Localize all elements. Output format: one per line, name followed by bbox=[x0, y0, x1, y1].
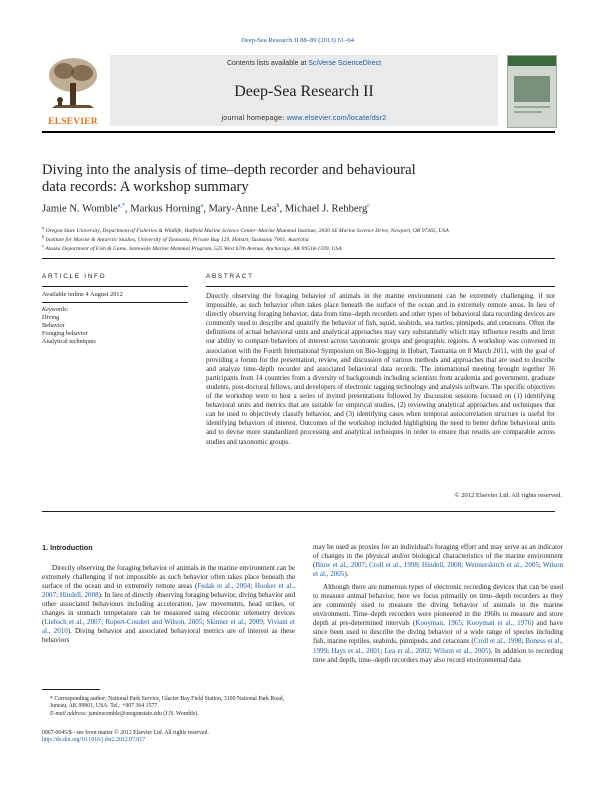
affiliation-marker: a bbox=[42, 225, 45, 230]
text-run: ). In addition to recording time and depth, time–depth recorders may also record environmental data bbox=[313, 646, 563, 664]
publisher-wordmark: ELSEVIER bbox=[48, 117, 98, 127]
contents-prefix: Contents lists available at bbox=[226, 60, 309, 67]
text-run: ; bbox=[56, 591, 60, 600]
email-address[interactable]: jamiewomble@oregonstate.edu (J.N. Womble). bbox=[86, 710, 199, 717]
text-run: ). Diving behavior and associated behavioral metrics are of interest as these behaviors bbox=[42, 627, 295, 645]
citation-link[interactable]: Hooker et al., 2007 bbox=[42, 582, 295, 600]
citation-link[interactable]: Boness et al., 1999 bbox=[313, 637, 564, 655]
affiliation-text: Oregon State University, Department of Fisheries & Wildlife, Hatfield Marine Science Center–Marine Mammal Institute, 2030 SE Marine Science Drive, Newport, OR 97365, USA bbox=[45, 227, 449, 234]
affiliation-text: Institute for Marine & Antarctic Studies, University of Tasmania, Private Bag 129, Hobart, Tasmania 7001, Australia bbox=[45, 236, 309, 243]
affiliation-marker: b bbox=[42, 234, 45, 239]
abstract-rule bbox=[206, 286, 555, 287]
citation-link[interactable]: Fedak et al., 2004 bbox=[197, 582, 251, 591]
journal-citation[interactable]: Deep-Sea Research II 88–89 (2013) 61–64 bbox=[241, 37, 354, 44]
footnote-rule bbox=[42, 689, 100, 690]
body-column-right bbox=[313, 543, 563, 665]
abstract-bottom-rule bbox=[42, 511, 555, 512]
text-run: ; bbox=[262, 618, 267, 627]
keywords-rule bbox=[42, 302, 188, 303]
author-name[interactable]: Markus Horning bbox=[130, 203, 201, 215]
text-run: ; bbox=[417, 561, 423, 570]
issn-block bbox=[42, 730, 295, 745]
citation-link[interactable]: Hindell, 2008 bbox=[59, 591, 99, 600]
article-info-rule bbox=[42, 286, 188, 287]
journal-cover-thumbnail bbox=[507, 55, 557, 128]
author-separator: , bbox=[124, 203, 131, 215]
contents-line bbox=[110, 60, 498, 67]
article-title bbox=[42, 162, 482, 196]
citation-link[interactable]: Hays et al., 2001 bbox=[331, 646, 381, 655]
author-separator: , bbox=[203, 203, 209, 215]
body-column-left bbox=[42, 564, 295, 645]
journal-title: Deep-Sea Research II bbox=[234, 83, 374, 100]
text-run: ; bbox=[461, 561, 466, 570]
text-run: ; bbox=[364, 561, 370, 570]
citation-link[interactable]: Viviant et al., 2010 bbox=[42, 618, 296, 636]
affiliation bbox=[42, 242, 582, 253]
text-run: ; bbox=[461, 619, 467, 628]
citation-link[interactable]: Ropert-Coudert and Wilson, 2005 bbox=[105, 618, 203, 627]
abstract-text: Directly observing the foraging behavior of animals in the marine environment can be extremely challenging, if not impossible, as such behavior often takes place beneath the surface of the ocean and in extremely remote areas. In lieu of directly observing foraging behavior, data from time–depth recorders and other types of behavioral data recording devices are commonly used to describe and quantify the behavior of fish, squid, seabirds, sea turtles, pinnipeds, and cetaceans. Often the definitions of actual behavioral units and analytical approaches may vary substantially which may influence results and limit our ability to compare behaviors of interest across taxonomic groups and geographic regions. A workshop was convened in association with the Fourth International Symposium on Bio-logging in Hobart, Tasmania on 8 March 2011, with the goal of providing a forum for the presentation, review, and discussion of various methods and approaches that are used to describe and analyze time–depth recorder and associated behavioral data records. The international meeting brought together 36 participants from 14 countries from a diversity of backgrounds including scientists from academia and government, graduate students, post-doctoral fellows, and developers of electronic tagging technology and analysis software. The specific objectives of the workshop were to host a series of invited presentations followed by discussion sessions focused on (1) identifying behavioral units and metrics that are suitable for empirical studies, (2) reviewing analytical approaches and techniques that can be used to objectively classify behavior, and (3) identifying cases when temporal autocorrelation structure is useful for identifying behaviors of interest. Outcomes of the workshop included highlighting the need to better define behavioral units and to devise more standardized processing and analytical techniques in order to ensure that results are comparable across studies and taxonomic groups. bbox=[206, 293, 555, 446]
author-name[interactable]: Mary-Anne Lea bbox=[208, 203, 277, 215]
citation-link[interactable]: Liebsch et al., 2007 bbox=[44, 618, 102, 627]
affiliation-text: Alaska Department of Fish & Game, Statewide Marine Mammal Program, 525 West 67th Avenue, Anchorage, AK 99518-1599, USA bbox=[45, 245, 342, 252]
author-affiliation-marker[interactable]: c bbox=[367, 203, 370, 209]
keyword: Foraging behavior bbox=[42, 330, 88, 337]
text-run: ; bbox=[250, 582, 255, 591]
homepage-link[interactable]: www.elsevier.com/locate/dsr2 bbox=[286, 113, 387, 122]
text-run: Although there are numerous types of electronic recording devices that can be used to measure animal behavior, here we focus primarily on time–depth recorders as they are commonly used to measure the diving behavior of animals in the marine environment. Time–depth recorders were pioneered in the 1960s to measure and store depth at pre-determined intervals ( bbox=[313, 583, 563, 628]
email-label: E-mail address: bbox=[50, 710, 87, 717]
journal-homepage bbox=[110, 113, 498, 122]
email-note bbox=[42, 711, 295, 718]
text-run: ; bbox=[380, 646, 385, 655]
article-title-line1: Diving into the analysis of time–depth recorder and behavioural bbox=[42, 162, 416, 178]
copyright-notice: © 2012 Elsevier Ltd. All rights reserved. bbox=[454, 492, 562, 499]
citation-link[interactable]: Kooyman, 1965 bbox=[415, 619, 462, 628]
author-list bbox=[42, 203, 555, 215]
text-run: ; bbox=[521, 637, 526, 646]
paragraph bbox=[313, 543, 563, 579]
citation-link[interactable]: Croll et al., 1998 bbox=[369, 561, 418, 570]
paragraph bbox=[42, 564, 295, 645]
text-run: may be used as proxies for an individual's foraging effort and may serve as an indicator of changes in the physical and/or biological characteristics of the marine environment ( bbox=[313, 543, 563, 570]
corresponding-author-note: * Corresponding author: National Park Service, Glacier Bay Field Station, 3100 National Park Road, Juneau, AK 99801, USA. Tel.: +907 364 1577. bbox=[50, 696, 285, 710]
text-run: ) and have since been used to describe the diving behavior of a wide range of species including fish, marine reptiles, seabirds, pinnipeds, and cetaceans ( bbox=[313, 619, 563, 646]
author-name[interactable]: Jamie N. Womble bbox=[42, 203, 118, 215]
homepage-prefix: journal homepage: bbox=[221, 113, 287, 122]
author-name[interactable]: Michael J. Rehberg bbox=[284, 203, 368, 215]
author-affiliation-marker[interactable]: a,* bbox=[117, 203, 125, 209]
text-run: ; bbox=[538, 561, 543, 570]
citation-link[interactable]: Skinner et al., 2009 bbox=[206, 618, 263, 627]
citation-link[interactable]: Lea et al., 2002 bbox=[384, 646, 430, 655]
citation-link[interactable]: Croll et al., 1998 bbox=[473, 637, 522, 646]
text-run: Directly observing the foraging behavior of animals in the marine environment can be extremely challenging if not impossible as such behavior often takes place beneath the surface of the ocean and in extremely remote areas ( bbox=[42, 564, 295, 591]
paragraph bbox=[313, 583, 563, 664]
title-block-rule bbox=[42, 258, 555, 259]
sciencedirect-link[interactable]: SciVerse ScienceDirect bbox=[308, 60, 382, 67]
text-run: ; bbox=[429, 646, 434, 655]
keyword: Analytical techniques bbox=[42, 338, 96, 345]
author-affiliation-marker[interactable]: b bbox=[276, 203, 280, 209]
doi-link[interactable]: http://dx.doi.org/10.1016/j.dsr2.2012.07.017 bbox=[42, 737, 146, 744]
footnote bbox=[42, 696, 295, 718]
keywords-label: Keywords: bbox=[42, 306, 69, 313]
citation-link[interactable]: Biuw et al., 2007 bbox=[315, 561, 365, 570]
text-run: ; bbox=[327, 646, 332, 655]
abstract-heading: ABSTRACT bbox=[206, 273, 254, 280]
header-rule bbox=[42, 131, 555, 133]
keyword: Behavior bbox=[42, 322, 65, 329]
citation-link[interactable]: Kooyman et al., 1976 bbox=[466, 619, 532, 628]
article-info-heading: ARTICLE INFO bbox=[42, 273, 107, 280]
issn-line: 0967-0645/$ - see front matter © 2012 Elsevier Ltd. All rights reserved. bbox=[42, 730, 209, 736]
available-online-date: Available online 4 August 2012 bbox=[42, 291, 123, 298]
citation-link[interactable]: Wilson et al., 2005 bbox=[313, 561, 563, 579]
citation-link[interactable]: Wilson et al., 2005 bbox=[433, 646, 489, 655]
section-heading-introduction: 1. Introduction bbox=[42, 543, 93, 552]
affiliation-marker: c bbox=[42, 243, 44, 248]
author-affiliation-marker[interactable]: a bbox=[200, 203, 204, 209]
citation-link[interactable]: Hindell, 2008 bbox=[422, 561, 462, 570]
author-separator: , bbox=[279, 203, 285, 215]
text-run: ; bbox=[202, 618, 207, 627]
citation-link[interactable]: Weimerskirch et al., 2005 bbox=[465, 561, 539, 570]
text-run: ). In lieu of directly observing foraging behavior, diving behavior and other associated behaviours including acceleration, jaw movements, head strikes, or changes in stomach temperature can be measured using electronic telemetry devices ( bbox=[42, 591, 295, 627]
article-title-line2: data records: A workshop summary bbox=[42, 179, 249, 195]
keyword: Diving bbox=[42, 314, 60, 321]
text-run: ). bbox=[344, 570, 349, 579]
text-run: ; bbox=[101, 618, 106, 627]
